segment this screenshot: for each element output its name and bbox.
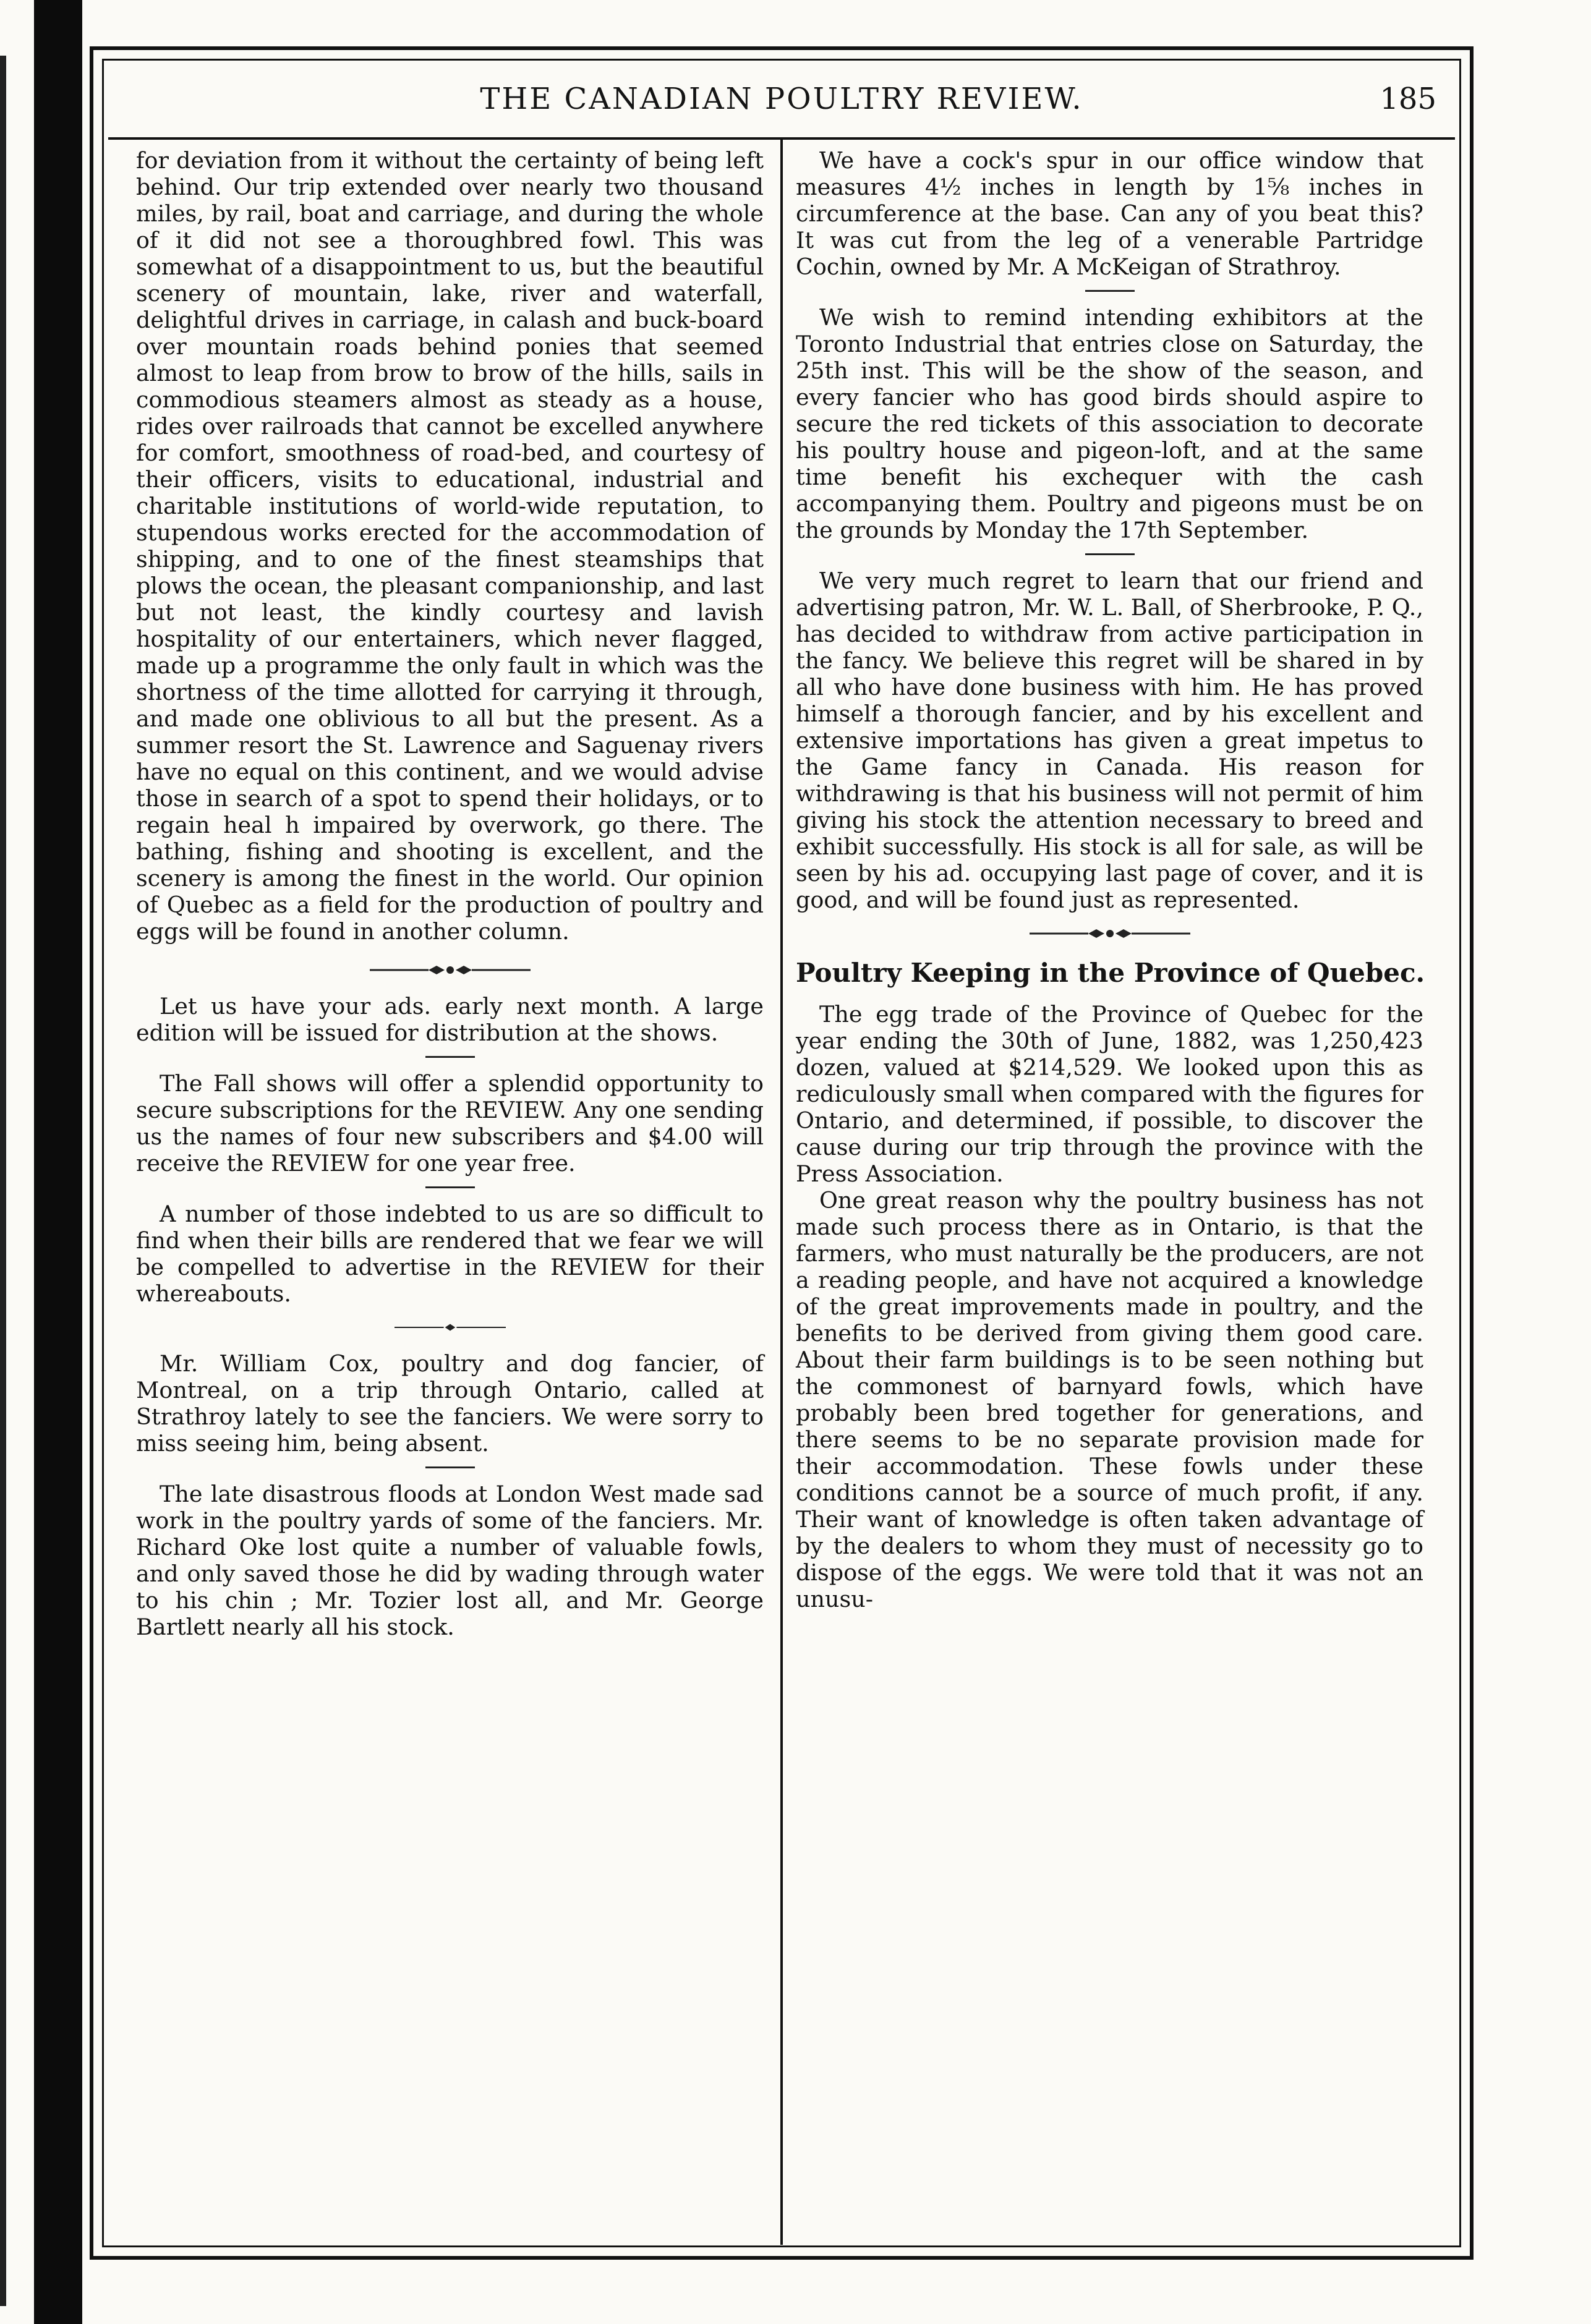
short-rule xyxy=(425,1466,475,1468)
article-heading: Poultry Keeping in the Province of Quebec. xyxy=(796,958,1425,988)
scan-edge-bar xyxy=(34,0,82,2324)
ornament-divider-small xyxy=(395,1321,506,1334)
right-paragraph-5: One great reason why the poultry business has not made such process there as in Ontario, is that the farmers, who must naturally be the producers, are not a reading people, and have not acquired a knowledge of the great improvements made in poultry, and the benefits to be derived from giving them good care. About their farm buildings is to be seen nothing but the commonest of barnyard fowls, which have probably been bred together for generations, and there seems to be no separate provision made for their accommodation. These fowls under these conditions cannot be a source of much profit, if any. Their want of knowledge is often taken advantage of by the dealers to whom they must of necessity go to dispose of the eggs. We were told that it was not an unusu- xyxy=(796,1187,1423,1612)
left-paragraph-6: The late disastrous floods at London West made sad work in the poultry yards of some of the fanciers. Mr. Richard Oke lost quite a number of valuable fowls, and only saved those he did by wading through water to his chin ; Mr. Tozier lost all, and Mr. George Bartlett nearly all his stock. xyxy=(136,1481,764,1640)
page-number: 185 xyxy=(1380,82,1436,116)
right-paragraph-2: We wish to remind intending exhibitors at the Toronto Industrial that entries close on Saturday, the 25th inst. This will be the show of the season, and every fancier who has good birds should aspire to secure the red tickets of this association to decorate his poultry house and pigeon-loft, and at the same time benefit his exchequer with the cash accompanying them. Poultry and pigeons must be on the grounds by Monday the 17th September. xyxy=(796,304,1423,543)
scan-edge-line xyxy=(0,56,6,2306)
ornament-divider xyxy=(370,963,531,977)
short-rule xyxy=(425,1056,475,1058)
left-paragraph-4: A number of those indebted to us are so difficult to find when their bills are rendered that we fear we will be compelled to advertise in the REVIEW for their whereabouts. xyxy=(136,1201,764,1307)
journal-title: THE CANADIAN POULTRY REVIEW. xyxy=(480,82,1083,116)
short-rule xyxy=(1085,553,1135,555)
right-paragraph-3: We very much regret to learn that our friend and advertising patron, Mr. W. L. Ball, of Sherbrooke, P. Q., has decided to withdraw from active participation in the fancy. We believe this regret will be shared in by all who have done business with him. He has proved himself a thorough fancier, and by his excellent and extensive importations has given a great impetus to the Game fancy in Canada. His reason for withdrawing is that his business will not permit of him giving his stock the attention necessary to breed and exhibit successfully. His stock is all for sale, as will be seen by his ad. occupying last page of cover, and it is good, and will be found just as represented. xyxy=(796,568,1423,913)
running-header xyxy=(108,73,1455,126)
column-divider xyxy=(780,140,783,2245)
left-paragraph-3: The Fall shows will offer a splendid opportunity to secure subscriptions for the REVIEW. Any one sending us the names of four new subscribers and $4.00 will receive the REVIEW for one year free. xyxy=(136,1070,764,1177)
right-paragraph-4: The egg trade of the Province of Quebec for the year ending the 30th of June, 1882, was 1,250,423 dozen, valued at $214,529. We looked upon this as rediculously small when compared with the figures for Ontario, and determined, if possible, to discover the cause during our trip through the province with the Press Association. xyxy=(796,1001,1423,1187)
left-column xyxy=(136,147,764,1640)
right-column xyxy=(796,147,1423,1612)
ornament-divider xyxy=(1030,927,1190,940)
left-paragraph-5: Mr. William Cox, poultry and dog fancier, of Montreal, on a trip through Ontario, called at Strathroy lately to see the fanciers. We were sorry to miss seeing him, being absent. xyxy=(136,1350,764,1457)
right-paragraph-1: We have a cock's spur in our office window that measures 4½ inches in length by 1⅝ inches in circumference at the base. Can any of you beat this? It was cut from the leg of a venerable Partridge Cochin, owned by Mr. A McKeigan of Strathroy. xyxy=(796,147,1423,280)
short-rule xyxy=(425,1186,475,1188)
left-paragraph-1: for deviation from it without the certainty of being left behind. Our trip extended over nearly two thousand miles, by rail, boat and carriage, and during the whole of it did not see a thoroughbred fowl. This was somewhat of a disappointment to us, but the beautiful scenery of mountain, lake, river and waterfall, delightful drives in carriage, in calash and buck-board over mountain roads behind ponies that seemed almost to leap from brow to brow of the hills, sails in commodious steamers almost as steady as a house, rides over railroads that cannot be excelled anywhere for comfort, smoothness of road-bed, and courtesy of their officers, visits to educational, industrial and charitable institutions of world-wide reputation, to stupendous works erected for the accommodation of shipping, and to one of the finest steamships that plows the ocean, the pleasant companionship, and last but not least, the kindly courtesy and lavish hospitality of our entertainers, which never flagged, made up a programme the only fault in which was the shortness of the time allotted for carrying it through, and made one oblivious to all but the present. As a summer resort the St. Lawrence and Saguenay rivers have no equal on this continent, and we would advise those in search of a spot to spend their holidays, or to regain heal h impaired by overwork, go there. The bathing, fishing and shooting is excellent, and the scenery is among the finest in the world. Our opinion of Quebec as a field for the production of poultry and eggs will be found in another column. xyxy=(136,147,764,945)
short-rule xyxy=(1085,290,1135,292)
left-paragraph-2: Let us have your ads. early next month. A large edition will be issued for distribution at the shows. xyxy=(136,993,764,1046)
